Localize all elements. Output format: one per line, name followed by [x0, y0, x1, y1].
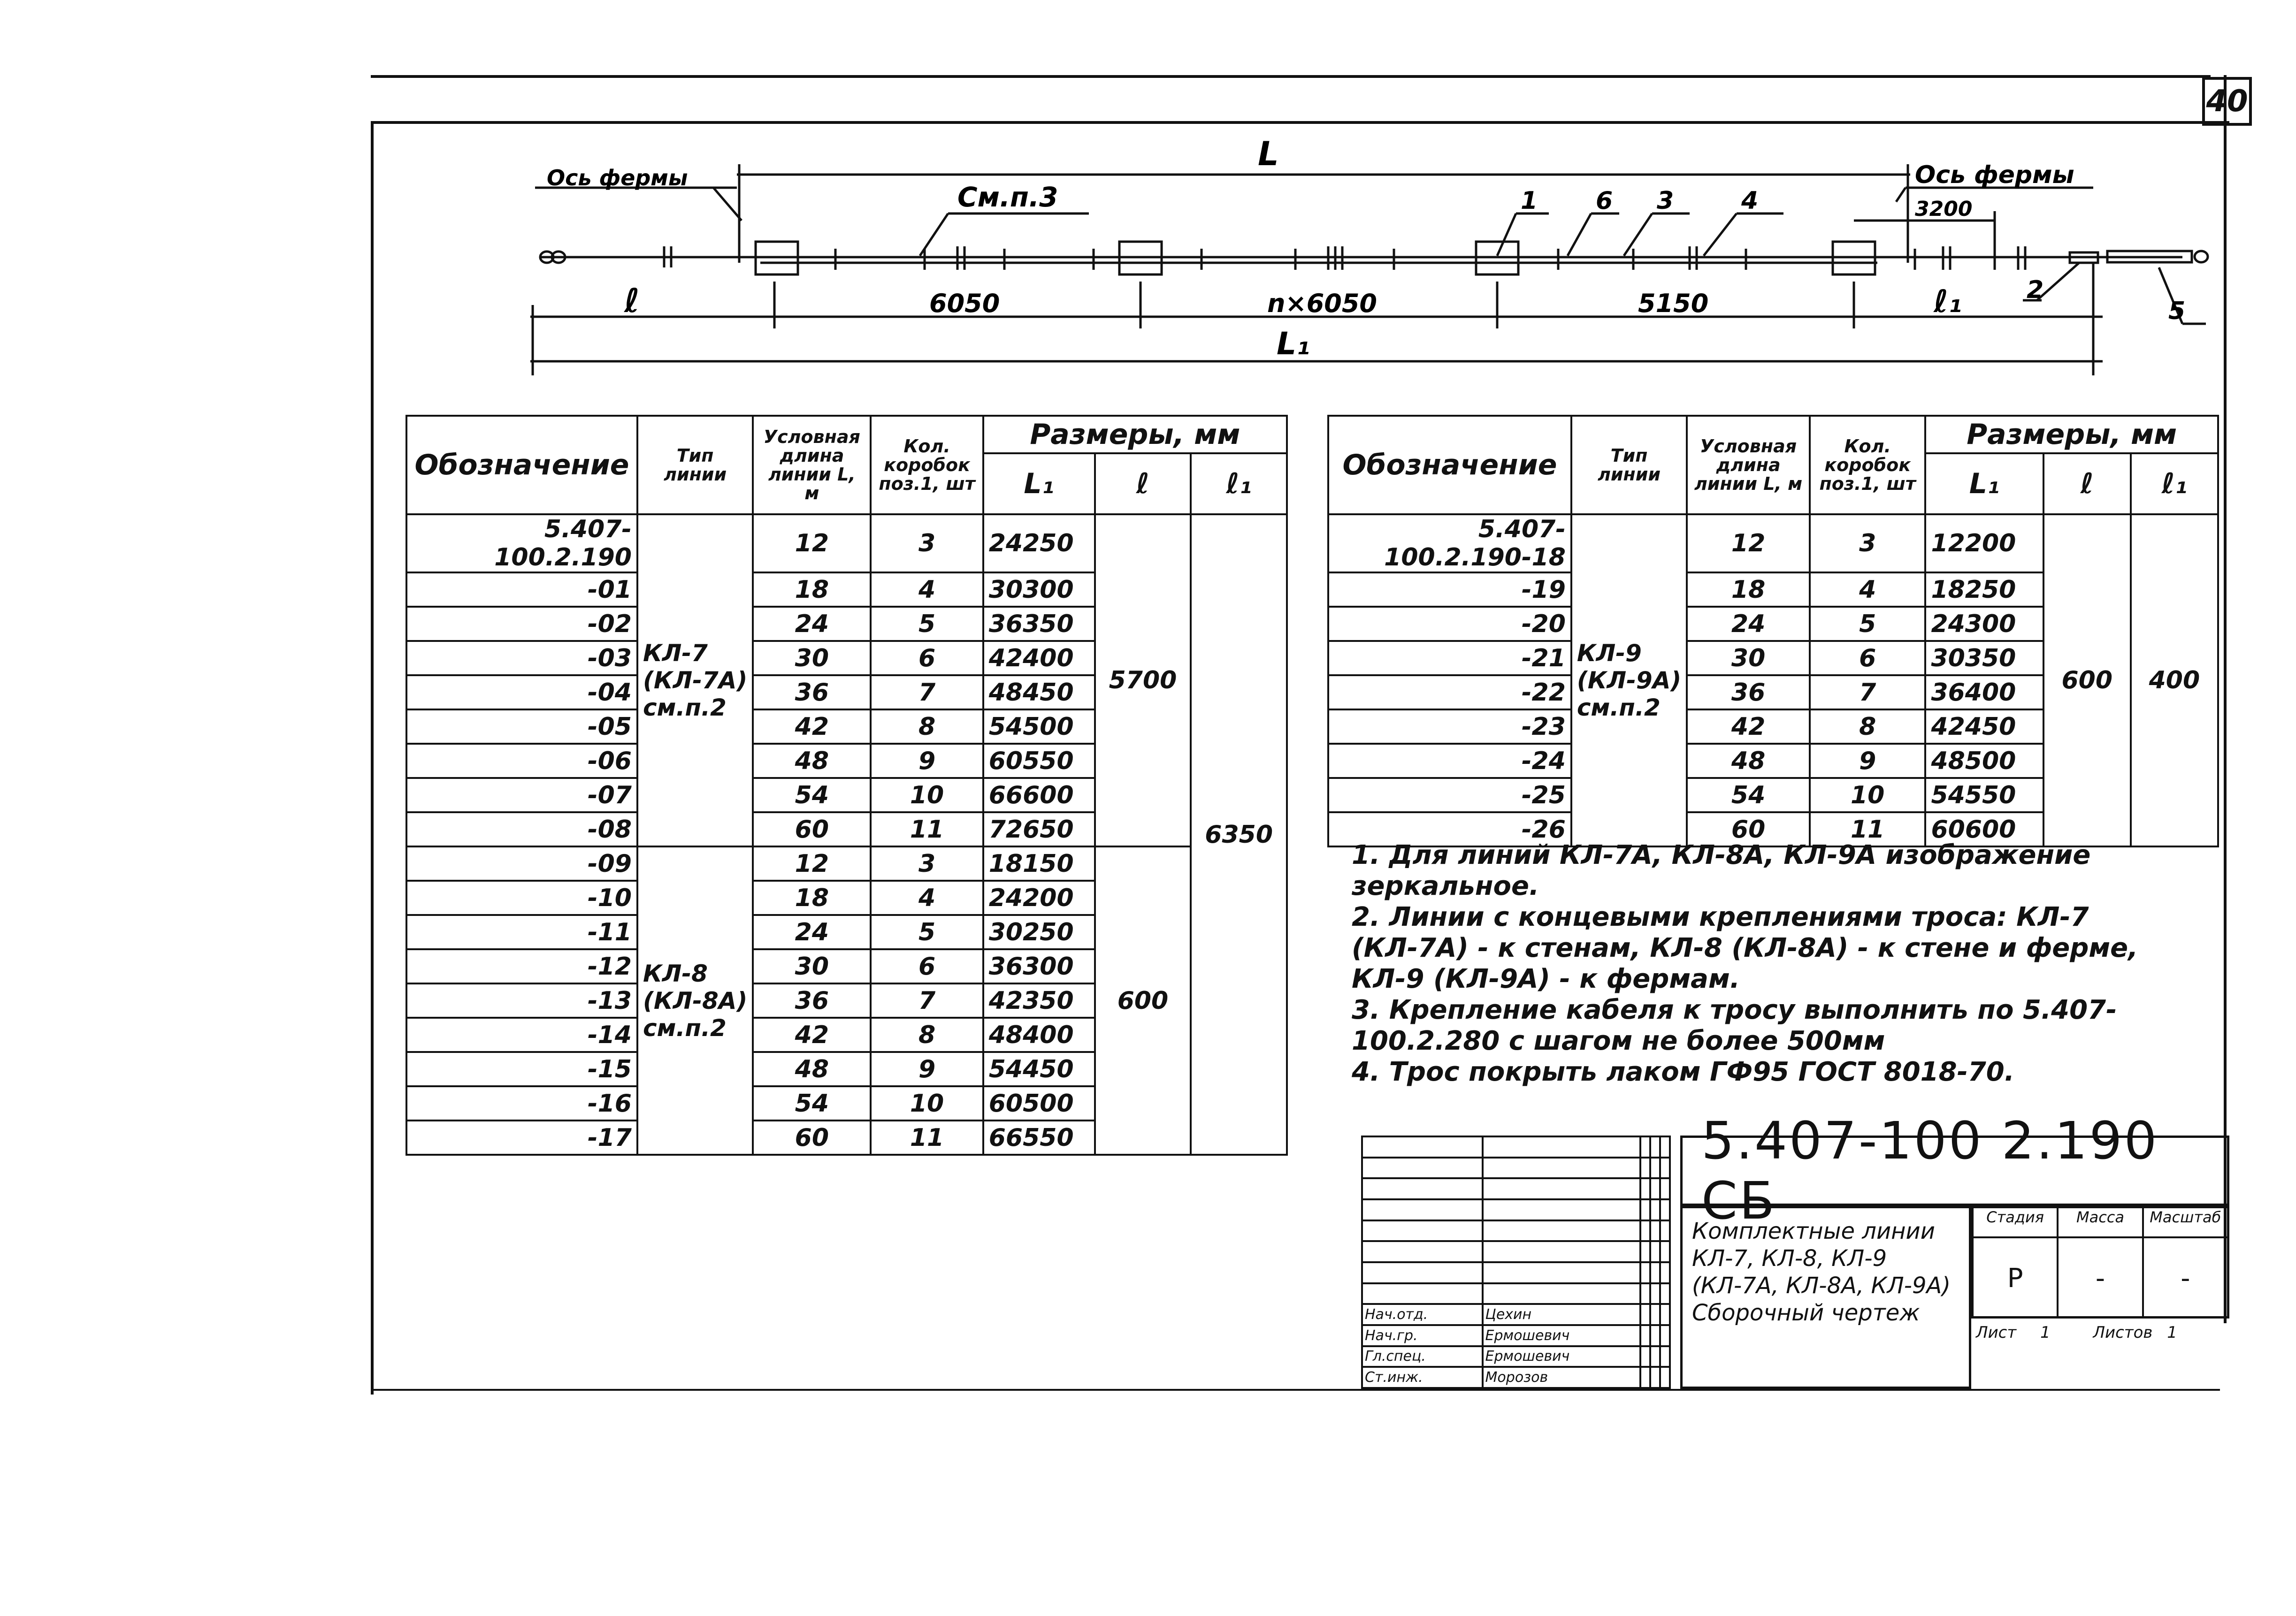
pos-3-label: 3 — [1657, 187, 1674, 215]
mass-label: Масса — [2059, 1208, 2143, 1236]
table-row — [406, 514, 1287, 572]
header-sizes: Размеры, мм — [1925, 416, 2218, 453]
stage-value: Р — [1974, 1238, 2059, 1318]
designation-cell: -08 — [406, 812, 637, 846]
L1-cell: 30300 — [983, 572, 1095, 607]
L1-cell: 36400 — [1925, 675, 2043, 709]
sheet-label: Лист — [1976, 1323, 2017, 1342]
length-cell: 48 — [1687, 744, 1810, 778]
header-l: ℓ — [1095, 453, 1191, 514]
note-2: 2. Линии с концевыми креплениями троса: КЛ-7 (КЛ-7А) - к стенам, КЛ-8 (КЛ-8А) - к стене и ферме, КЛ-9 (КЛ-9А) - к фермам. — [1352, 902, 2138, 994]
designation-cell: -02 — [406, 607, 637, 641]
revision-grid — [1361, 1136, 1671, 1389]
line-type-cell — [637, 846, 753, 1155]
line-type-cell — [1571, 514, 1687, 846]
L1-cell: 54450 — [983, 1052, 1095, 1086]
length-cell: 30 — [753, 949, 871, 983]
boxes-cell: 9 — [871, 744, 983, 778]
sheets-label: Листов — [2093, 1323, 2153, 1342]
role: Нач.отд. — [1362, 1304, 1483, 1325]
L1-cell: 60550 — [983, 744, 1095, 778]
pos-6-label: 6 — [1596, 187, 1613, 215]
designation-cell: -23 — [1328, 709, 1571, 744]
person-name: Ермошевич — [1483, 1325, 1640, 1346]
header-L1: L₁ — [1925, 453, 2043, 514]
length-cell: 18 — [753, 572, 871, 607]
dim-5150: 5150 — [1638, 289, 1709, 318]
label-truss-axis-left: Ось фермы — [547, 165, 688, 191]
L1-cell: 42450 — [1925, 709, 2043, 744]
length-cell: 18 — [753, 881, 871, 915]
L1-cell: 30250 — [983, 915, 1095, 949]
L1-cell: 60600 — [1925, 812, 2043, 846]
designation-cell: -13 — [406, 983, 637, 1018]
boxes-cell: 9 — [871, 1052, 983, 1086]
sheet-value: 1 — [2040, 1323, 2051, 1342]
boxes-cell: 4 — [871, 881, 983, 915]
signature-row — [1362, 1304, 1670, 1325]
notes — [1352, 840, 2178, 1088]
l1-cell: 400 — [2131, 514, 2218, 846]
boxes-cell: 4 — [871, 572, 983, 607]
l-cell: 600 — [2043, 514, 2131, 846]
note-3: 3. Крепление кабеля к тросу выполнить по 5.407-100.2.280 с шагом не более 500мм — [1352, 995, 2117, 1056]
boxes-cell: 11 — [871, 812, 983, 846]
line-type-text: см.п.2 — [643, 694, 727, 721]
pos-1-label: 1 — [1521, 187, 1538, 215]
table-row — [406, 846, 1287, 881]
title-line: Комплектные линии — [1692, 1218, 1935, 1244]
L1-cell: 12200 — [1925, 514, 2043, 572]
L1-cell: 36300 — [983, 949, 1095, 983]
boxes-cell: 11 — [871, 1121, 983, 1155]
signature-row — [1362, 1346, 1670, 1367]
line-type-text: (КЛ-7А) — [643, 667, 748, 694]
L1-cell: 66600 — [983, 778, 1095, 812]
boxes-cell: 10 — [1810, 778, 1926, 812]
length-cell: 54 — [753, 778, 871, 812]
designation-cell: -16 — [406, 1086, 637, 1121]
header-l1: ℓ₁ — [1191, 453, 1287, 514]
person-name: Морозов — [1483, 1367, 1640, 1388]
sheets-value: 1 — [2167, 1323, 2177, 1342]
l1-cell: 6350 — [1191, 514, 1287, 1155]
length-cell: 12 — [1687, 514, 1810, 572]
header-line-type: Тип линии — [1571, 416, 1687, 514]
header-sizes: Размеры, мм — [983, 416, 1287, 453]
stage-mass-scale-box — [1971, 1206, 2229, 1319]
designation-cell: -09 — [406, 846, 637, 881]
person-name: Ермошевич — [1483, 1346, 1640, 1367]
title-line: КЛ-7, КЛ-8, КЛ-9 — [1692, 1245, 1887, 1272]
note-4: 4. Трос покрыть лаком ГФ95 ГОСТ 8018-70. — [1352, 1057, 2015, 1087]
designation-cell: -14 — [406, 1018, 637, 1052]
boxes-cell: 4 — [1810, 572, 1926, 607]
designation-cell: -15 — [406, 1052, 637, 1086]
label-l1: ℓ₁ — [1934, 283, 1962, 320]
person-name: Цехин — [1483, 1304, 1640, 1325]
boxes-cell: 11 — [1810, 812, 1926, 846]
pos-2-label: 2 — [2027, 276, 2044, 304]
boxes-cell: 7 — [1810, 675, 1926, 709]
line-type-text: см.п.2 — [1577, 694, 1661, 721]
header-L1: L₁ — [983, 453, 1095, 514]
designation-cell: -24 — [1328, 744, 1571, 778]
designation-cell: 5.407-100.2.190 — [406, 514, 637, 572]
length-cell: 54 — [1687, 778, 1810, 812]
header-l: ℓ — [2043, 453, 2131, 514]
designation-cell: -12 — [406, 949, 637, 983]
length-cell: 54 — [753, 1086, 871, 1121]
label-see-note: См.п.3 — [957, 181, 1058, 213]
designation-cell: -07 — [406, 778, 637, 812]
designation-cell: -26 — [1328, 812, 1571, 846]
designation-cell: -20 — [1328, 607, 1571, 641]
document-designation: 5.407-100 2.190 СБ — [1680, 1136, 2229, 1206]
length-cell: 60 — [753, 812, 871, 846]
mass-value: - — [2059, 1238, 2143, 1318]
document-title — [1680, 1206, 1971, 1389]
header-length: Условная длина линии L, м — [1687, 416, 1810, 514]
boxes-cell: 7 — [871, 983, 983, 1018]
boxes-cell: 9 — [1810, 744, 1926, 778]
spec-table-right — [1327, 415, 2219, 847]
header-length: Условная длина линии L, м — [753, 416, 871, 514]
boxes-cell: 7 — [871, 675, 983, 709]
designation-cell: 5.407-100.2.190-18 — [1328, 514, 1571, 572]
stage-label: Стадия — [1974, 1208, 2059, 1236]
length-cell: 42 — [753, 1018, 871, 1052]
L1-cell: 18250 — [1925, 572, 2043, 607]
length-cell: 18 — [1687, 572, 1810, 607]
scale-label: Масштаб — [2150, 1208, 2221, 1226]
length-cell: 24 — [1687, 607, 1810, 641]
designation-cell: -19 — [1328, 572, 1571, 607]
boxes-cell: 6 — [871, 949, 983, 983]
designation-cell: -04 — [406, 675, 637, 709]
L1-cell: 18150 — [983, 846, 1095, 881]
line-type-text: КЛ-8 — [643, 960, 708, 987]
designation-cell: -21 — [1328, 641, 1571, 675]
L1-cell: 66550 — [983, 1121, 1095, 1155]
title-line: Сборочный чертеж — [1692, 1300, 1920, 1326]
pos-4-label: 4 — [1741, 187, 1759, 215]
pos-5-label: 5 — [2168, 297, 2186, 325]
L1-cell: 60500 — [983, 1086, 1095, 1121]
role: Нач.гр. — [1362, 1325, 1483, 1346]
boxes-cell: 3 — [1810, 514, 1926, 572]
title-block — [1361, 1111, 2234, 1389]
spec-table-left — [406, 415, 1288, 1156]
l-cell: 600 — [1095, 846, 1191, 1155]
label-L1: L₁ — [1277, 326, 1310, 362]
length-cell: 24 — [753, 915, 871, 949]
designation-cell: -05 — [406, 709, 637, 744]
boxes-cell: 3 — [871, 514, 983, 572]
label-L: L — [1258, 135, 1279, 173]
line-type-text: (КЛ-9А) — [1577, 667, 1682, 694]
boxes-cell: 8 — [871, 1018, 983, 1052]
length-cell: 30 — [1687, 641, 1810, 675]
dim-6050: 6050 — [929, 289, 1000, 318]
L1-cell: 54500 — [983, 709, 1095, 744]
L1-cell: 54550 — [1925, 778, 2043, 812]
designation-cell: -06 — [406, 744, 637, 778]
assembly-drawing — [0, 0, 2296, 422]
L1-cell: 42350 — [983, 983, 1095, 1018]
header-designation: Обозначение — [1328, 416, 1571, 514]
label-l: ℓ — [624, 282, 640, 320]
scale-value: - — [2181, 1263, 2190, 1294]
L1-cell: 42400 — [983, 641, 1095, 675]
L1-cell: 30350 — [1925, 641, 2043, 675]
L1-cell: 24300 — [1925, 607, 2043, 641]
label-truss-axis-right: Ось фермы — [1915, 161, 2074, 189]
boxes-cell: 5 — [1810, 607, 1926, 641]
designation-cell: -25 — [1328, 778, 1571, 812]
line-type-text: КЛ-9 — [1577, 640, 1642, 667]
header-boxes: Кол. коробок поз.1, шт — [1810, 416, 1926, 514]
role: Ст.инж. — [1362, 1367, 1483, 1388]
boxes-cell: 6 — [871, 641, 983, 675]
designation-cell: -11 — [406, 915, 637, 949]
length-cell: 24 — [753, 607, 871, 641]
boxes-cell: 8 — [1810, 709, 1926, 744]
role: Гл.спец. — [1362, 1346, 1483, 1367]
length-cell: 36 — [1687, 675, 1810, 709]
L1-cell: 48500 — [1925, 744, 2043, 778]
L1-cell: 24250 — [983, 514, 1095, 572]
length-cell: 60 — [1687, 812, 1810, 846]
line-type-text: (КЛ-8А) — [643, 987, 748, 1014]
boxes-cell: 5 — [871, 915, 983, 949]
note-1: 1. Для линий КЛ-7А, КЛ-8А, КЛ-9А изображение зеркальное. — [1352, 840, 2091, 901]
length-cell: 36 — [753, 675, 871, 709]
length-cell: 48 — [753, 744, 871, 778]
line-type-cell — [637, 514, 753, 846]
header-boxes: Кол. коробок поз.1, шт — [871, 416, 983, 514]
L1-cell: 48400 — [983, 1018, 1095, 1052]
sheet-number: 40 — [2202, 77, 2252, 126]
boxes-cell: 8 — [871, 709, 983, 744]
table-row — [1328, 514, 2218, 572]
title-line: (КЛ-7А, КЛ-8А, КЛ-9А) — [1692, 1273, 1951, 1299]
designation-cell: -03 — [406, 641, 637, 675]
sheet-info — [1971, 1319, 2229, 1389]
length-cell: 36 — [753, 983, 871, 1018]
designation-cell: -22 — [1328, 675, 1571, 709]
designation-cell: -17 — [406, 1121, 637, 1155]
l-cell: 5700 — [1095, 514, 1191, 846]
length-cell: 12 — [753, 514, 871, 572]
length-cell: 42 — [753, 709, 871, 744]
boxes-cell: 10 — [871, 1086, 983, 1121]
L1-cell: 36350 — [983, 607, 1095, 641]
line-type-text: см.п.2 — [643, 1014, 727, 1042]
boxes-cell: 6 — [1810, 641, 1926, 675]
designation-cell: -01 — [406, 572, 637, 607]
line-type-text: КЛ-7 — [643, 640, 708, 667]
length-cell: 42 — [1687, 709, 1810, 744]
signature-row — [1362, 1325, 1670, 1346]
length-cell: 60 — [753, 1121, 871, 1155]
header-l1: ℓ₁ — [2131, 453, 2218, 514]
header-designation: Обозначение — [406, 416, 637, 514]
designation-cell: -10 — [406, 881, 637, 915]
dim-3200: 3200 — [1915, 197, 1973, 221]
length-cell: 12 — [753, 846, 871, 881]
length-cell: 30 — [753, 641, 871, 675]
boxes-cell: 10 — [871, 778, 983, 812]
length-cell: 48 — [753, 1052, 871, 1086]
L1-cell: 24200 — [983, 881, 1095, 915]
frame-bottom-line — [371, 1389, 2220, 1391]
L1-cell: 48450 — [983, 675, 1095, 709]
dim-n6050: n×6050 — [1267, 289, 1377, 318]
signature-row — [1362, 1367, 1670, 1388]
L1-cell: 72650 — [983, 812, 1095, 846]
boxes-cell: 3 — [871, 846, 983, 881]
header-line-type: Тип линии — [637, 416, 753, 514]
boxes-cell: 5 — [871, 607, 983, 641]
